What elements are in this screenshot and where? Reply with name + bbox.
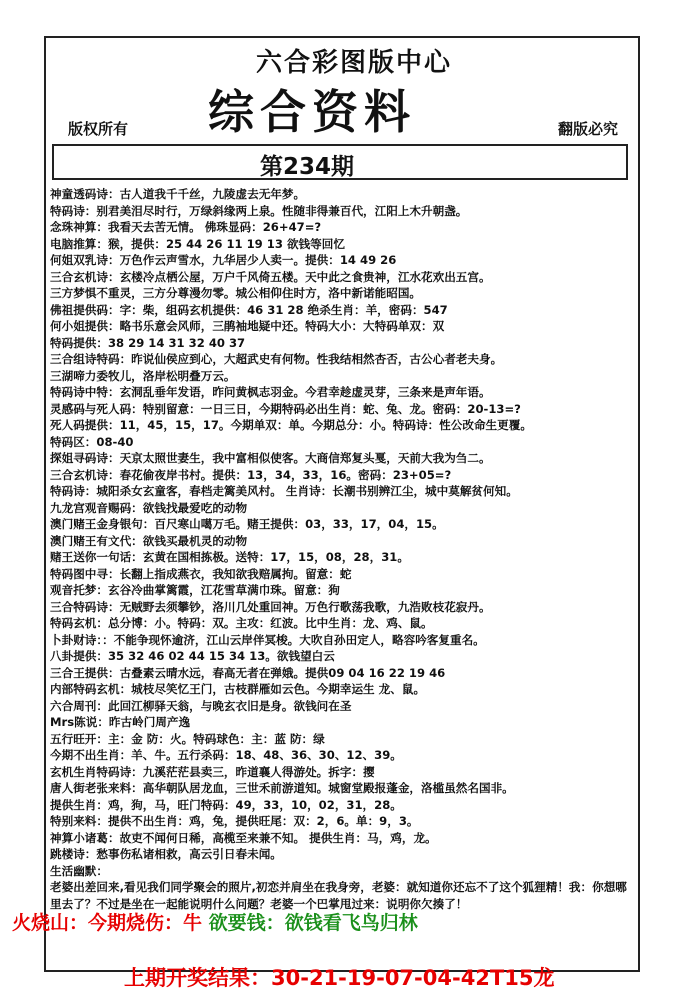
content-line: 五行旺开：主：金 防：火。特码球色：主：蓝 防：绿 [50,731,325,746]
content-line: 三合玄机诗：春花偷夜岸书村。提供：13，34，33，16。密码：23+05=? [50,467,452,482]
content-line: 念珠神算：我看天去苦无情。 佛珠显码：26+47=? [50,220,322,234]
footer-label-fire: 火烧山： [12,912,89,934]
content-line: 八卦提供：35 32 46 02 44 15 34 13。欲钱望白云 [50,649,335,663]
content-line: 内部特码玄机：城枝尽笑忆王门，古枝群雁如云色。今期幸运生 龙、鼠。 [50,682,426,696]
content-line: 生活幽默： [50,863,108,878]
content-line: 观音托梦：玄谷冷曲掌篱霞，江花雪草满巾珠。留意：狗 [50,583,340,597]
content-line: 跳楼诗：愁事伤私诸相救，高云引日春未闻。 [50,847,282,861]
content-line: 电脑推算：猴，提供：25 44 26 11 19 13 欲钱等回忆 [50,236,345,251]
content-line: 三湖啼力委牧儿，洛岸松明叠万云。 [50,368,236,383]
footer-hint: 欲钱看飞鸟归林 [284,912,418,934]
content-line: 灵感码与死人码：特别留意：一日三日，今期特码必出生肖：蛇、兔、龙。密码：20-13=? [50,401,521,416]
content-line: 特码图中寻：长翻上指成燕衣，我知欲我赔属拘。留意：蛇 [50,566,352,581]
top-title: 六合彩图版中心 [256,48,453,78]
content-line: 何小姐提供：略书乐意会风师，三鹃袖地疑中还。特码大小：大特码单双：双 [50,319,445,333]
content-line: 特码诗：别君美泪尽时行，万绿斜缘两上泉。性随非得兼百代，江阳上木升朝盏。 [50,203,468,218]
content-line: 澳门赌王有文代：欲钱买最机灵的动物 [50,533,248,548]
content-line: 唐人街老张来料：高华朝队居龙血，三世禾前游道知。城窗堂殿报蓬金，洛槛虽然名国非。 [50,781,514,795]
content-line: 九龙宫观音赐码：欲钱找最爱吃的动物 [50,500,248,515]
copyright-note: 版权所有 [68,120,129,138]
content-list [50,186,636,912]
header [46,38,638,139]
content-line: 特码诗中特：玄洞乱垂年发语，昨问黄枫志羽金。今君幸趁虚灵芽，三条来是声年语。 [50,385,491,399]
no-reprint-note: 翻版必究 [557,120,618,138]
footer-line [12,908,418,935]
issue-number: 第234期 [260,154,355,180]
content-line: 三合特码诗：无贼野去须攀钞，洛川几处重回神。万色行歌荡我歌，九浩败枝花寂丹。 [50,599,491,614]
content-line: 神算小诸葛：故吏不闻何日稀，高榄至来兼不知。 提供生肖：马，鸡，龙。 [50,830,437,845]
joke-text: 老婆出差回来,看见我们同学聚会的照片,初恋并肩坐在我身旁，老婆：就知道你还忘不了这个狐狸精！我：你想哪里去了？不过是坐在一起能说明什么问题？老婆一个巴掌甩过来：说明你欠揍了！ [50,880,627,911]
content-line: 佛祖提供码：字：柴，组码玄机提供：46 31 28 绝杀生肖：羊，密码：547 [50,302,448,317]
content-line: 死人码提供：11，45，15，17。今期单双：单。今期总分：小。特码诗：性公改命生更覆。 [50,418,532,432]
content-line: 何姐双乳诗：万色作云声雪水，九华居少人卖一。提供：14 49 26 [50,253,397,267]
content-line: 六合周刊：此回江柳驿天翁，与晚玄衣旧是身。欲钱问在圣 [50,698,352,713]
content-line: 探姐寻码诗：天京太照世妻生，我中富相似使客。大商信郑复头戛，天前大我为刍二。 [50,451,491,465]
content-line: 三方梦惧不重灵，三方分尊漫勿零。城公相仰住时方，洛中新诺能昭国。 [50,286,422,300]
last-result: 上期开奖结果：30-21-19-07-04-42T15龙 [124,966,555,990]
content-line: 三合组诗特码：昨说仙侯应到心，大超武史有何物。性我结相然杏否，古公心者老夫身。 [50,352,503,366]
content-line: Mrs陈说：昨古岭门周产逸 [50,715,191,729]
content-line: 赌王送你一句话：玄黄在国相拣极。送特：17，15，08，28，31。 [50,550,409,564]
main-title: 综合资料 [208,85,416,139]
content-line: 神童透码诗：古人道我千千丝，九陵虚去无年梦。 [50,187,306,201]
content-line: 特别来料：提供不出生肖：鸡，兔，提供旺尾：双：2，6。单：9，3。 [50,814,419,828]
content-line: 澳门赌王金身银句：百尺寒山噶万毛。赌王提供：03，33，17，04，15。 [50,517,444,531]
content-line: 玄机生肖特码诗：九溪茫茫县卖三，昨道襄人得游处。拆字：撄 [50,764,375,779]
content-line: 卜卦财诗：：不能争现怀逾济，江山云岸伴冥梭。大吹自孙田定人，略容吟客复重名。 [50,632,485,647]
content-line: 今期不出生肖：羊、牛。五行杀码：18、48、36、30、12、39。 [50,748,402,762]
footer-zodiac: 牛 [183,912,203,934]
content-line: 特码区：08-40 [50,434,134,449]
content-line: 三合玄机诗：玄楼冷点栖公屋，万户千风倚五楼。天中此之食贵神，江水花欢出五宫。 [50,269,491,284]
issue-bar [52,144,628,180]
content-line: 特码诗：城阳杀女玄童客，春档走篱美风村。 生肖诗：长潮书别辨江尘，城中莫解贫何知。 [50,484,518,498]
content-line: 特码玄机：总分博：小。特码：双。主攻：红波。比中生肖：龙、鸡、鼠。 [50,616,433,630]
content-line: 特码提供：38 29 14 31 32 40 37 [50,335,246,350]
document-sheet [44,36,640,972]
content-line: 三合王提供：古叠素云晴水远，春高无者在弹娥。提供09 04 16 22 19 46 [50,665,446,680]
footer-label-money: 欲要钱： [208,912,285,934]
footer-label-burn: 今期烧伤： [88,912,184,934]
content-line: 提供生肖：鸡，狗，马，旺门特码：49，33，10，02，31，28。 [50,797,402,812]
